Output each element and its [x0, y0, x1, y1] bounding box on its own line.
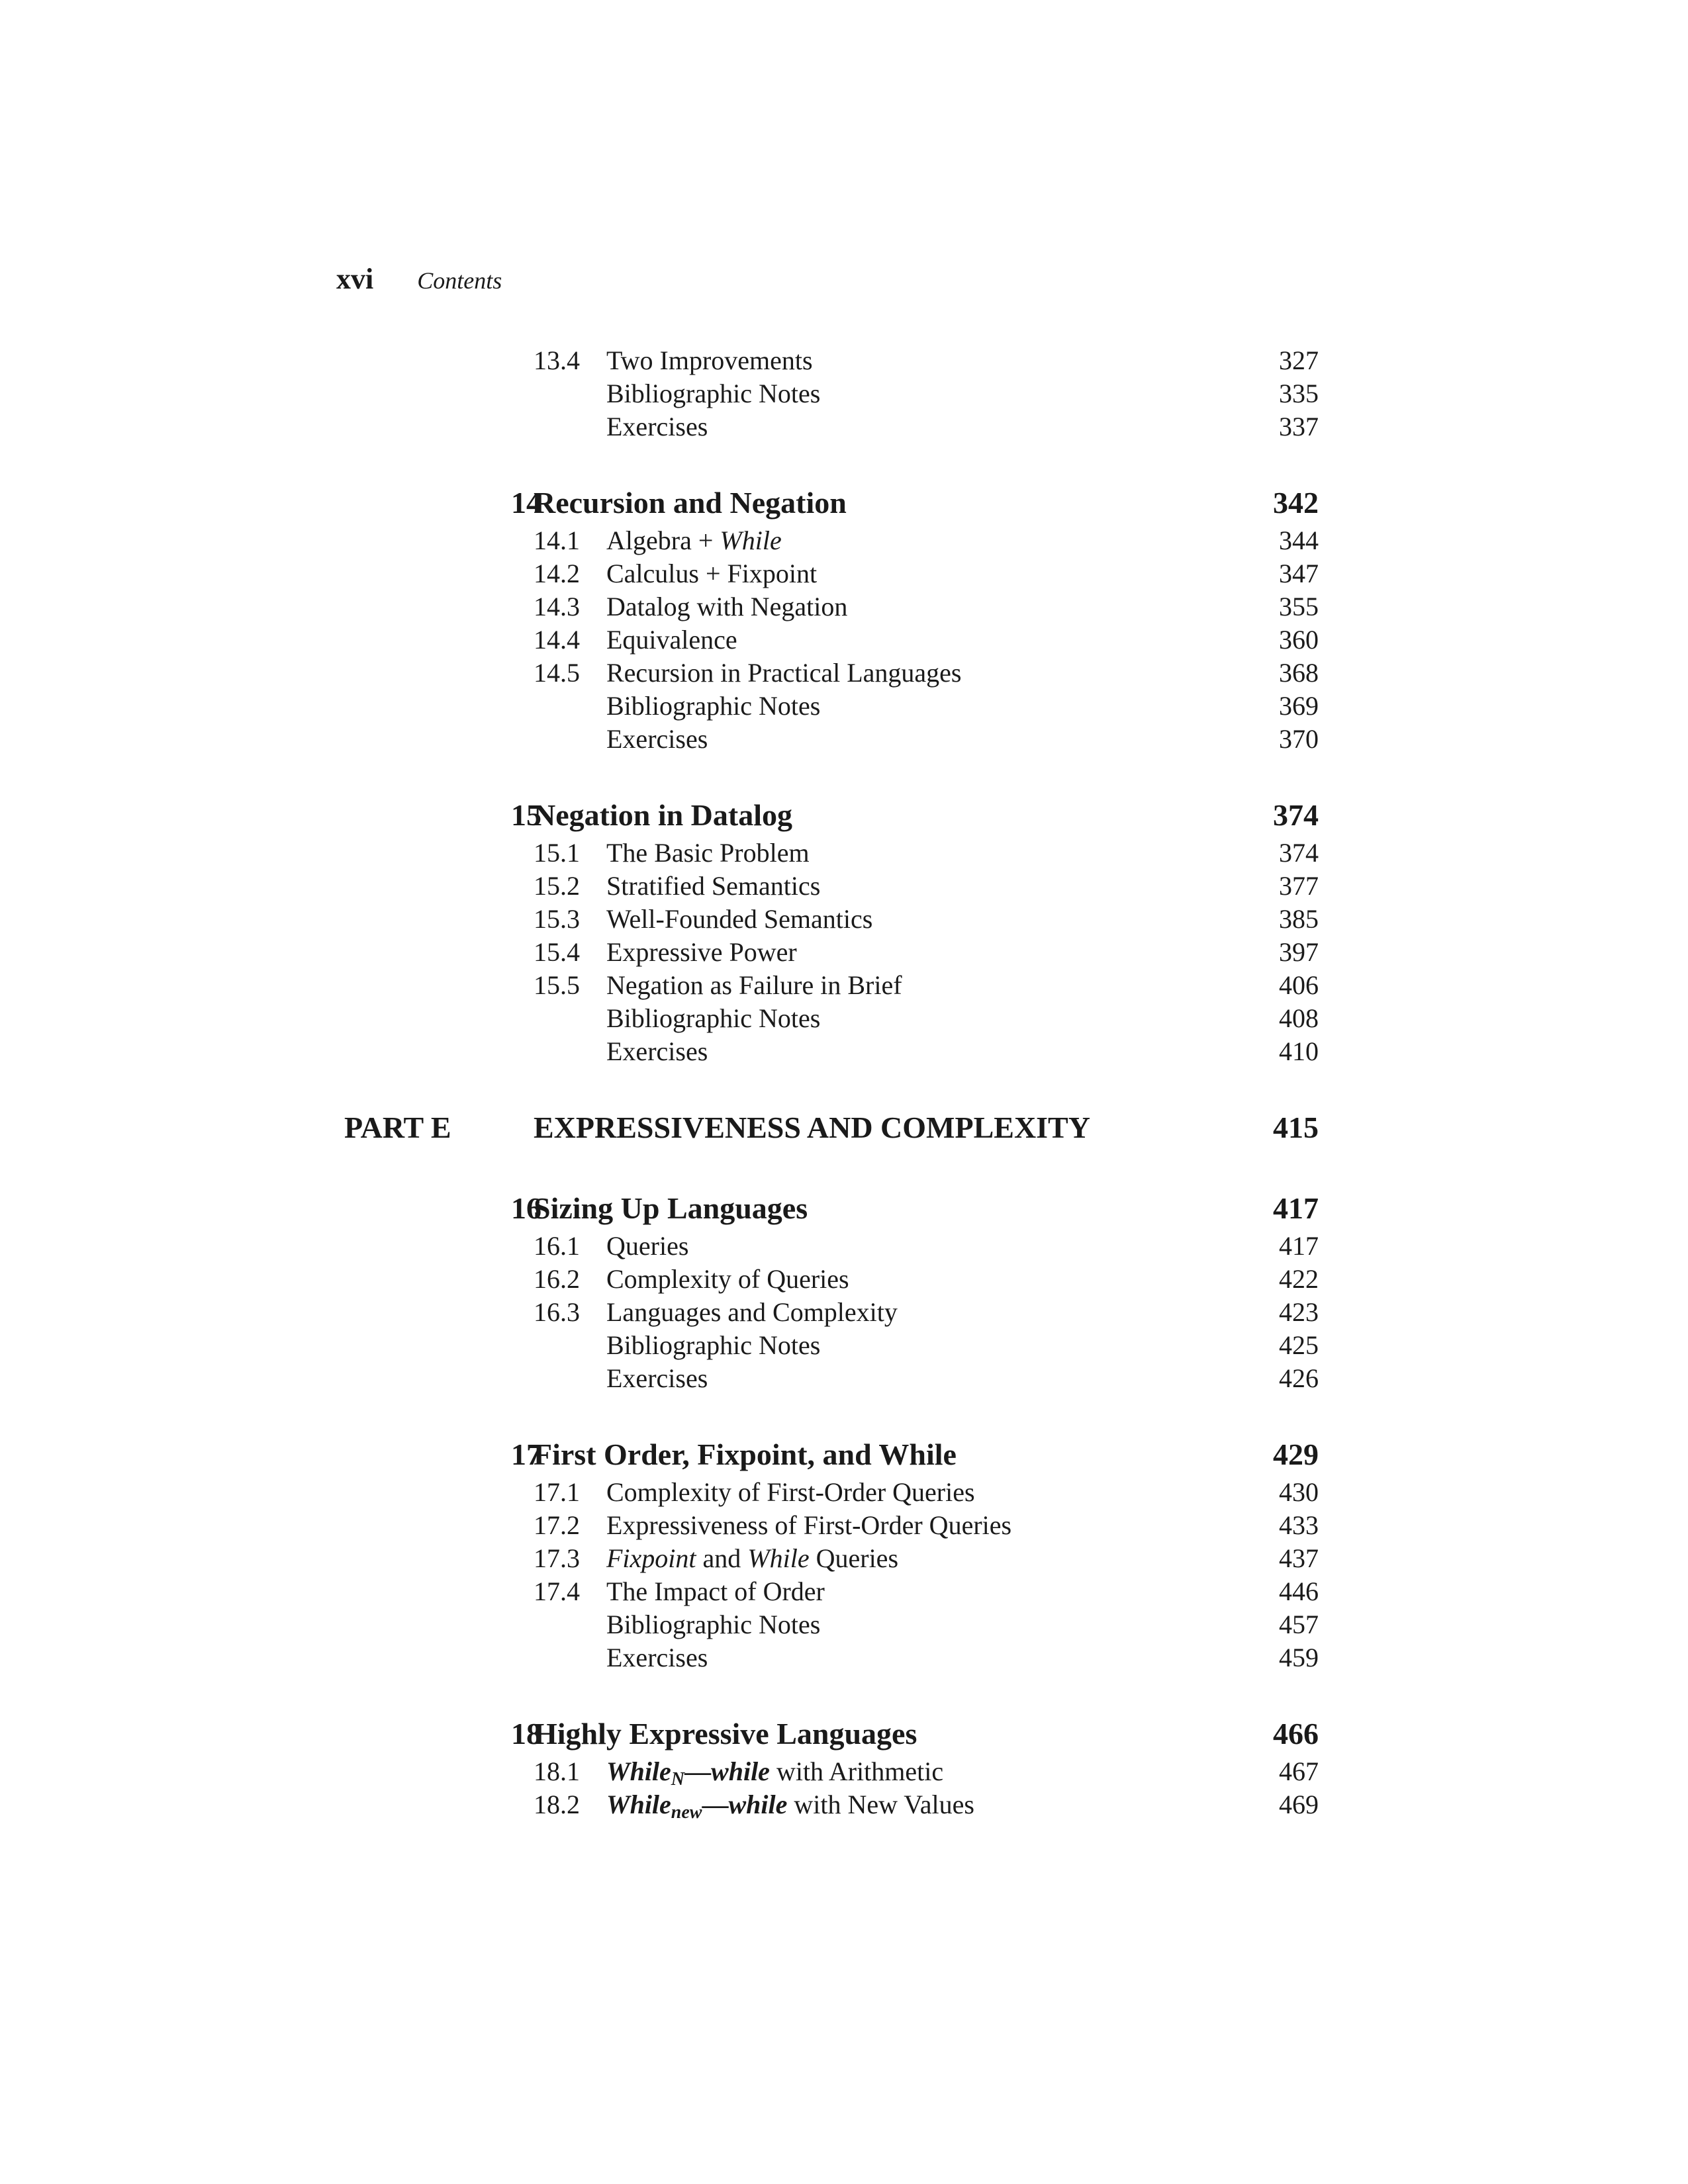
section-title: Exercises [606, 724, 708, 754]
section-number: 15.2 [534, 871, 580, 901]
section-page: 406 [1279, 970, 1319, 1000]
chapter-page: 429 [1273, 1437, 1319, 1471]
toc-entry [344, 1575, 1319, 1608]
chapter-block [344, 794, 1319, 1068]
chapter-title: Sizing Up Languages [534, 1191, 808, 1225]
section-title: The Basic Problem [606, 838, 810, 868]
section-page: 430 [1279, 1477, 1319, 1507]
toc-entry [344, 870, 1319, 903]
section-page: 335 [1279, 379, 1319, 408]
chapter-page: 374 [1273, 798, 1319, 832]
section-page: 374 [1279, 838, 1319, 868]
chapter-page: 417 [1273, 1191, 1319, 1225]
toc-entry [344, 1476, 1319, 1509]
toc-entry [344, 524, 1319, 557]
section-title: Fixpoint and While Queries [606, 1543, 899, 1573]
toc-entry [344, 410, 1319, 443]
toc-entry [344, 969, 1319, 1002]
toc-entry [344, 590, 1319, 623]
section-page: 417 [1279, 1231, 1319, 1261]
toc-entry [344, 377, 1319, 410]
section-page: 327 [1279, 345, 1319, 375]
toc-entry [344, 623, 1319, 657]
section-page: 425 [1279, 1330, 1319, 1360]
toc-entry [344, 1788, 1319, 1821]
toc-entry [344, 1641, 1319, 1674]
section-page: 410 [1279, 1036, 1319, 1066]
chapter-title: First Order, Fixpoint, and While [534, 1437, 957, 1471]
section-number: 16.2 [534, 1264, 580, 1294]
section-page: 337 [1279, 412, 1319, 441]
running-head [336, 262, 502, 302]
section-page: 344 [1279, 525, 1319, 555]
chapter-title: Recursion and Negation [534, 486, 847, 520]
chapter-block [344, 1433, 1319, 1674]
section-title: Queries [606, 1231, 689, 1261]
chapter-block [344, 1187, 1319, 1395]
section-page: 457 [1279, 1610, 1319, 1639]
chapter-heading [344, 1433, 1319, 1476]
section-number: 15.1 [534, 838, 580, 868]
chapter-page: 466 [1273, 1717, 1319, 1751]
section-number: 14.5 [534, 658, 580, 688]
chapter-page: 342 [1273, 486, 1319, 520]
section-title: Recursion in Practical Languages [606, 658, 962, 688]
chapter-number: 16 [511, 1191, 541, 1225]
part-page: 415 [1273, 1111, 1319, 1144]
chapter-block [344, 482, 1319, 756]
section-page: 385 [1279, 904, 1319, 934]
section-number: 16.1 [534, 1231, 580, 1261]
section-title: The Impact of Order [606, 1576, 825, 1606]
chapter-number: 17 [511, 1437, 541, 1471]
section-number: 14.1 [534, 525, 580, 555]
part-title: EXPRESSIVENESS AND COMPLEXITY [534, 1111, 1090, 1144]
section-number: 13.4 [534, 345, 580, 375]
section-page: 369 [1279, 691, 1319, 721]
chapter-title: Negation in Datalog [534, 798, 792, 832]
toc-entry [344, 1263, 1319, 1296]
toc-entry [344, 344, 1319, 377]
section-number: 17.3 [534, 1543, 580, 1573]
section-title: Bibliographic Notes [606, 1003, 821, 1033]
part-block [344, 1107, 1319, 1149]
section-number: 18.1 [534, 1756, 580, 1786]
section-title: Bibliographic Notes [606, 1330, 821, 1360]
section-page: 347 [1279, 559, 1319, 588]
chapter-heading [344, 482, 1319, 524]
section-page: 397 [1279, 937, 1319, 967]
section-number: 14.2 [534, 559, 580, 588]
toc-entry [344, 1230, 1319, 1263]
section-page: 423 [1279, 1297, 1319, 1327]
chapter-heading [344, 794, 1319, 837]
section-number: 18.2 [534, 1790, 580, 1819]
section-number: 15.3 [534, 904, 580, 934]
section-number: 14.3 [534, 592, 580, 621]
section-page: 433 [1279, 1510, 1319, 1540]
section-title: Algebra + While [606, 525, 782, 555]
section-number: 15.4 [534, 937, 580, 967]
section-number: 16.3 [534, 1297, 580, 1327]
toc-entry [344, 690, 1319, 723]
toc-entry [344, 936, 1319, 969]
section-page: 377 [1279, 871, 1319, 901]
section-page: 368 [1279, 658, 1319, 688]
running-head-title: Contents [417, 267, 502, 294]
section-title: Languages and Complexity [606, 1297, 898, 1327]
section-page: 467 [1279, 1756, 1319, 1786]
section-page: 422 [1279, 1264, 1319, 1294]
section-title: Datalog with Negation [606, 592, 848, 621]
toc-entry [344, 1296, 1319, 1329]
toc-entry [344, 1542, 1319, 1575]
part-label: PART E [344, 1111, 451, 1144]
toc-entry [344, 1509, 1319, 1542]
section-title: Exercises [606, 1363, 708, 1393]
section-page: 459 [1279, 1643, 1319, 1672]
chapter-heading [344, 1187, 1319, 1230]
toc-entry [344, 837, 1319, 870]
toc-entry [344, 903, 1319, 936]
toc-entry [344, 1362, 1319, 1395]
section-number: 14.4 [534, 625, 580, 655]
section-title: Exercises [606, 1036, 708, 1066]
section-title: Stratified Semantics [606, 871, 821, 901]
section-title: While$_N$—while with Arithmetic [606, 1756, 944, 1790]
section-title: Equivalence [606, 625, 737, 655]
section-page: 446 [1279, 1576, 1319, 1606]
section-title: While$_{new}$—while with New Values [606, 1790, 974, 1823]
toc-entry [344, 1002, 1319, 1035]
section-number: 17.2 [534, 1510, 580, 1540]
section-number: 17.4 [534, 1576, 580, 1606]
section-number: 17.1 [534, 1477, 580, 1507]
section-title: Bibliographic Notes [606, 691, 821, 721]
page-folio: xvi [336, 263, 374, 295]
section-page: 355 [1279, 592, 1319, 621]
table-of-contents [344, 344, 1319, 1821]
toc-entry [344, 1329, 1319, 1362]
section-title: Two Improvements [606, 345, 813, 375]
toc-entry [344, 657, 1319, 690]
section-title: Complexity of First-Order Queries [606, 1477, 975, 1507]
section-page: 426 [1279, 1363, 1319, 1393]
section-page: 370 [1279, 724, 1319, 754]
toc-entry [344, 723, 1319, 756]
chapter-number: 18 [511, 1717, 541, 1751]
section-page: 437 [1279, 1543, 1319, 1573]
chapter-number: 15 [511, 798, 541, 832]
section-page: 469 [1279, 1790, 1319, 1819]
section-title: Calculus + Fixpoint [606, 559, 818, 588]
chapter-number: 14 [511, 486, 541, 520]
toc-entry [344, 1035, 1319, 1068]
section-title: Bibliographic Notes [606, 379, 821, 408]
section-title: Well-Founded Semantics [606, 904, 873, 934]
section-title: Exercises [606, 412, 708, 441]
section-page: 360 [1279, 625, 1319, 655]
chapter-title: Highly Expressive Languages [534, 1717, 917, 1751]
entries-block [344, 344, 1319, 443]
part-heading [344, 1107, 1319, 1149]
section-number: 15.5 [534, 970, 580, 1000]
section-title: Expressiveness of First-Order Queries [606, 1510, 1012, 1540]
toc-entry [344, 557, 1319, 590]
chapter-heading [344, 1713, 1319, 1755]
toc-entry [344, 1608, 1319, 1641]
section-title: Complexity of Queries [606, 1264, 849, 1294]
toc-entry [344, 1755, 1319, 1788]
section-page: 408 [1279, 1003, 1319, 1033]
chapter-block [344, 1713, 1319, 1821]
section-title: Bibliographic Notes [606, 1610, 821, 1639]
section-title: Exercises [606, 1643, 708, 1672]
section-title: Expressive Power [606, 937, 797, 967]
section-title: Negation as Failure in Brief [606, 970, 902, 1000]
